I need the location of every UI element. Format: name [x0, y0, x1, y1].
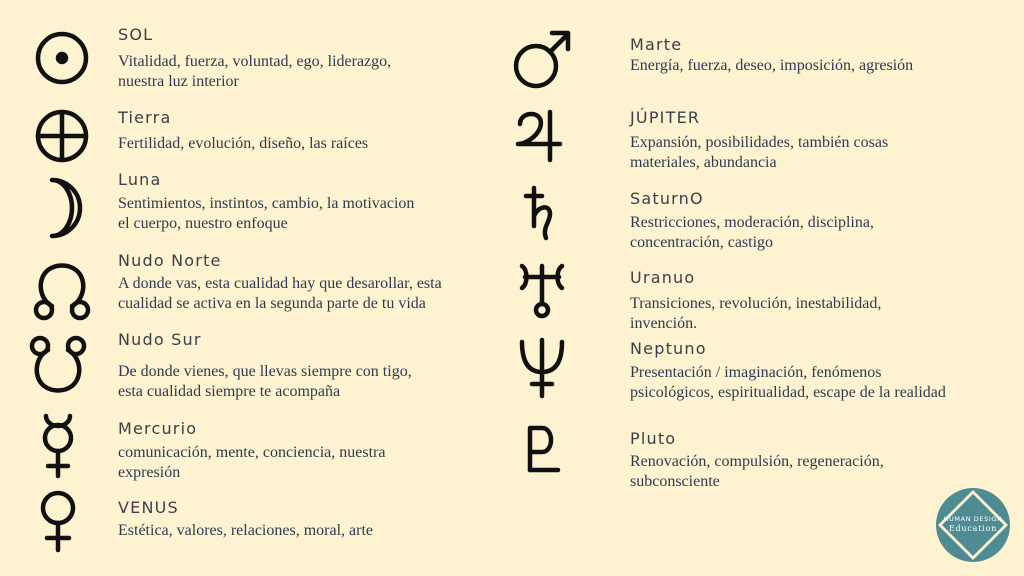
pluto-icon: [510, 420, 574, 484]
venus-icon: [26, 490, 90, 554]
human-design-logo: [934, 486, 1012, 564]
planet-title-jupiter: JÚPITER: [630, 108, 701, 127]
neptune-icon: [510, 336, 574, 400]
planet-title-mercurio: Mercurio: [118, 419, 198, 438]
planet-title-luna: Luna: [118, 170, 162, 189]
jupiter-icon: [506, 104, 570, 168]
planet-desc-nudo-sur: De donde vienes, que llevas siempre con tigo, esta cualidad siempre te acompaña: [118, 363, 412, 400]
mercury-icon: [26, 414, 90, 478]
planet-desc-pluto: Renovación, compulsión, regeneración, subconsciente: [630, 453, 884, 490]
mars-icon: [510, 28, 574, 92]
planet-desc-marte: Energía, fuerza, deseo, imposición, agresión: [630, 57, 914, 74]
planet-title-nudo-norte: Nudo Norte: [118, 251, 222, 270]
planet-desc-jupiter: Expansión, posibilidades, también cosas materiales, abundancia: [630, 134, 889, 171]
planet-desc-nudo-norte: A donde vas, esta cualidad hay que desarollar, esta cualidad se activa en la segunda parte de tu vida: [118, 275, 442, 312]
planet-title-uranuo: Uranuo: [630, 268, 696, 287]
planet-title-marte: Marte: [630, 35, 683, 54]
planet-desc-tierra: Fertilidad, evolución, diseño, las raíces: [118, 135, 369, 152]
planet-desc-mercurio: comunicación, mente, conciencia, nuestra expresión: [118, 444, 386, 481]
planet-title-nudo-sur: Nudo Sur: [118, 330, 202, 349]
planet-title-sol: SOL: [118, 25, 154, 44]
north-node-icon: [30, 258, 94, 322]
saturn-icon: [508, 182, 572, 246]
planet-title-tierra: Tierra: [118, 108, 172, 127]
planet-desc-luna: Sentimientos, instintos, cambio, la motivacion el cuerpo, nuestro enfoque: [118, 195, 415, 232]
south-node-icon: [26, 334, 90, 398]
planet-desc-uranuo: Transiciones, revolución, inestabilidad, invención.: [630, 295, 882, 332]
planet-desc-neptuno: Presentación / imaginación, fenómenos psicológicos, espiritualidad, escape de la realidad: [630, 364, 946, 401]
planet-title-venus: VENUS: [118, 498, 179, 517]
logo-line1: HUMAN DESIGN: [943, 515, 1003, 523]
planet-desc-saturno: Restricciones, moderación, disciplina, concentración, castigo: [630, 214, 874, 251]
planet-title-pluto: Pluto: [630, 429, 677, 448]
planet-desc-venus: Estética, valores, relaciones, moral, arte: [118, 522, 373, 539]
logo-line2: Education: [948, 524, 998, 533]
planet-desc-sol: Vitalidad, fuerza, voluntad, ego, liderazgo, nuestra luz interior: [118, 53, 392, 90]
planet-title-saturno: SaturnO: [630, 189, 704, 208]
sun-icon: [30, 26, 94, 90]
moon-icon: [30, 176, 94, 240]
earth-icon: [30, 104, 94, 168]
planet-title-neptuno: Neptuno: [630, 339, 707, 358]
uranus-icon: [510, 260, 574, 324]
